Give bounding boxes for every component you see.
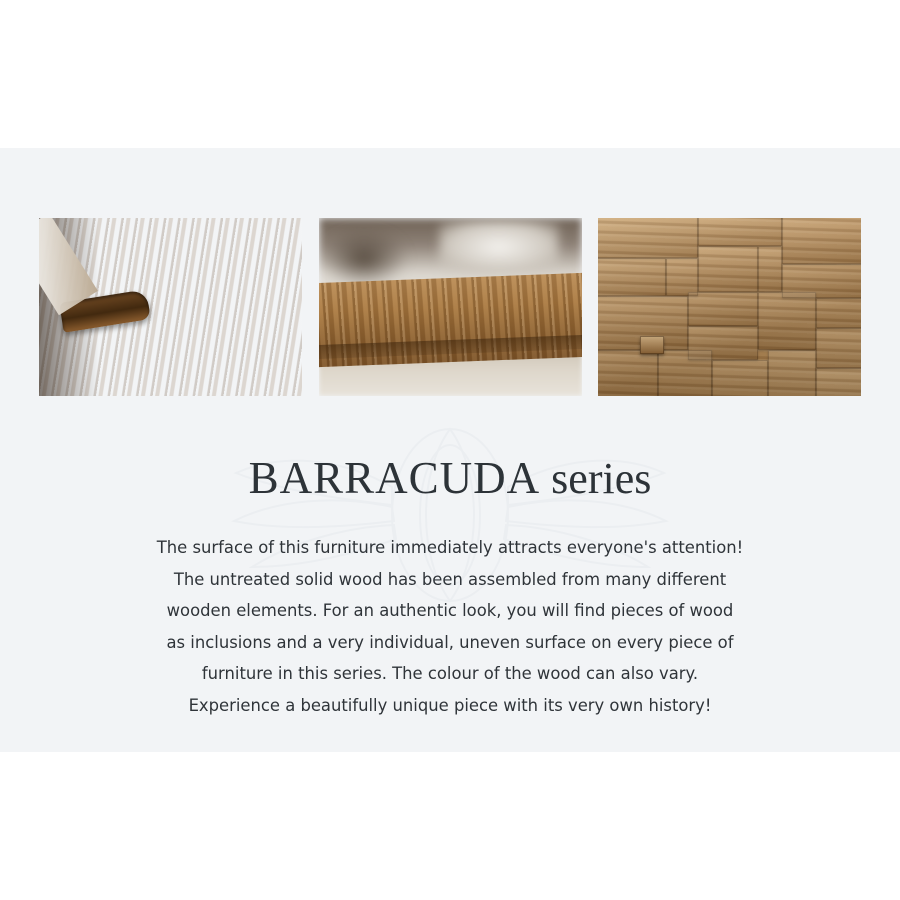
gallery-image-1[interactable]: [39, 218, 302, 396]
description-line: as inclusions and a very individual, uneven surface on every piece of: [166, 632, 734, 652]
page-title: [0, 452, 900, 504]
description-line: The surface of this furniture immediately attracts everyone's attention!: [156, 538, 744, 557]
description-line: The untreated solid wood has been assembled from many different: [173, 569, 727, 589]
image-gallery: [39, 218, 861, 396]
page-title-brand: BARRACUDA: [248, 453, 541, 503]
gallery-image-3[interactable]: [598, 218, 861, 396]
description-line: furniture in this series. The colour of the wood can also vary.: [201, 664, 699, 683]
description-line: Experience a beautifully unique piece with its very own history!: [188, 695, 712, 715]
gallery-image-2[interactable]: [319, 218, 582, 396]
page-title-suffix: series: [540, 454, 652, 503]
description-text: [110, 532, 790, 721]
description-line: wooden elements. For an authentic look, you will find pieces of wood: [166, 601, 734, 620]
